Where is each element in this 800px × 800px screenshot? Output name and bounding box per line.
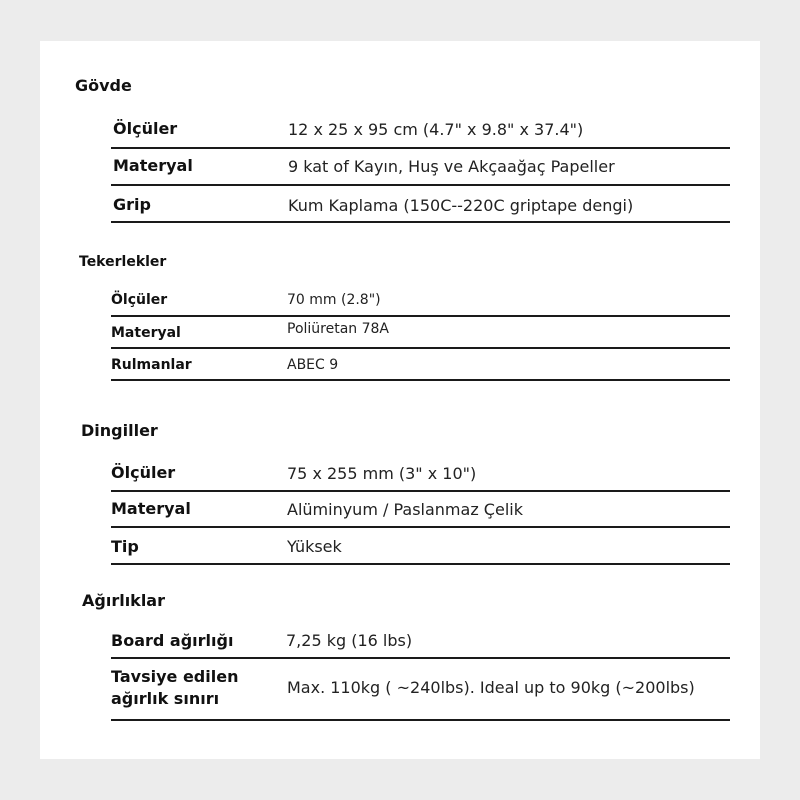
section-title: Gövde <box>75 76 132 95</box>
spec-label-line: ağırlık sınırı <box>111 689 220 708</box>
row-divider <box>111 221 730 223</box>
row-divider <box>111 490 730 492</box>
spec-label: Ölçüler <box>111 463 176 482</box>
spec-value: ABEC 9 <box>287 357 339 373</box>
spec-value: Poliüretan 78A <box>287 321 390 337</box>
row-divider <box>111 147 730 149</box>
row-divider <box>111 563 730 565</box>
spec-value: 70 mm (2.8") <box>287 292 381 308</box>
spec-value: 75 x 255 mm (3" x 10") <box>287 464 477 483</box>
spec-label: Ölçüler <box>113 119 178 138</box>
spec-label: Materyal <box>111 499 191 518</box>
spec-label: Materyal <box>111 325 181 341</box>
spec-label: Materyal <box>113 156 193 175</box>
spec-value: 7,25 kg (16 lbs) <box>286 631 413 650</box>
row-divider <box>111 719 730 721</box>
section-title: Ağırlıklar <box>82 591 165 610</box>
spec-label-line: Tavsiye edilen <box>111 667 239 686</box>
spec-label: Grip <box>113 195 151 214</box>
spec-value: 12 x 25 x 95 cm (4.7" x 9.8" x 37.4") <box>288 120 584 139</box>
spec-value: Yüksek <box>287 537 342 556</box>
row-divider <box>111 379 730 381</box>
spec-value: Max. 110kg ( ~240lbs). Ideal up to 90kg (~200lbs) <box>287 678 695 697</box>
row-divider <box>111 347 730 349</box>
spec-label: Board ağırlığı <box>111 631 234 650</box>
section-title: Tekerlekler <box>79 254 167 270</box>
row-divider <box>111 657 730 659</box>
section-title: Dingiller <box>81 421 158 440</box>
row-divider <box>111 184 730 186</box>
spec-value: 9 kat of Kayın, Huş ve Akçaağaç Papeller <box>288 157 615 176</box>
spec-label: Tip <box>111 537 139 556</box>
spec-value: Kum Kaplama (150C--220C griptape dengi) <box>288 196 634 215</box>
spec-label: Ölçüler <box>111 292 168 308</box>
row-divider <box>111 526 730 528</box>
row-divider <box>111 315 730 317</box>
spec-label: Rulmanlar <box>111 357 192 373</box>
spec-value: Alüminyum / Paslanmaz Çelik <box>287 500 523 519</box>
